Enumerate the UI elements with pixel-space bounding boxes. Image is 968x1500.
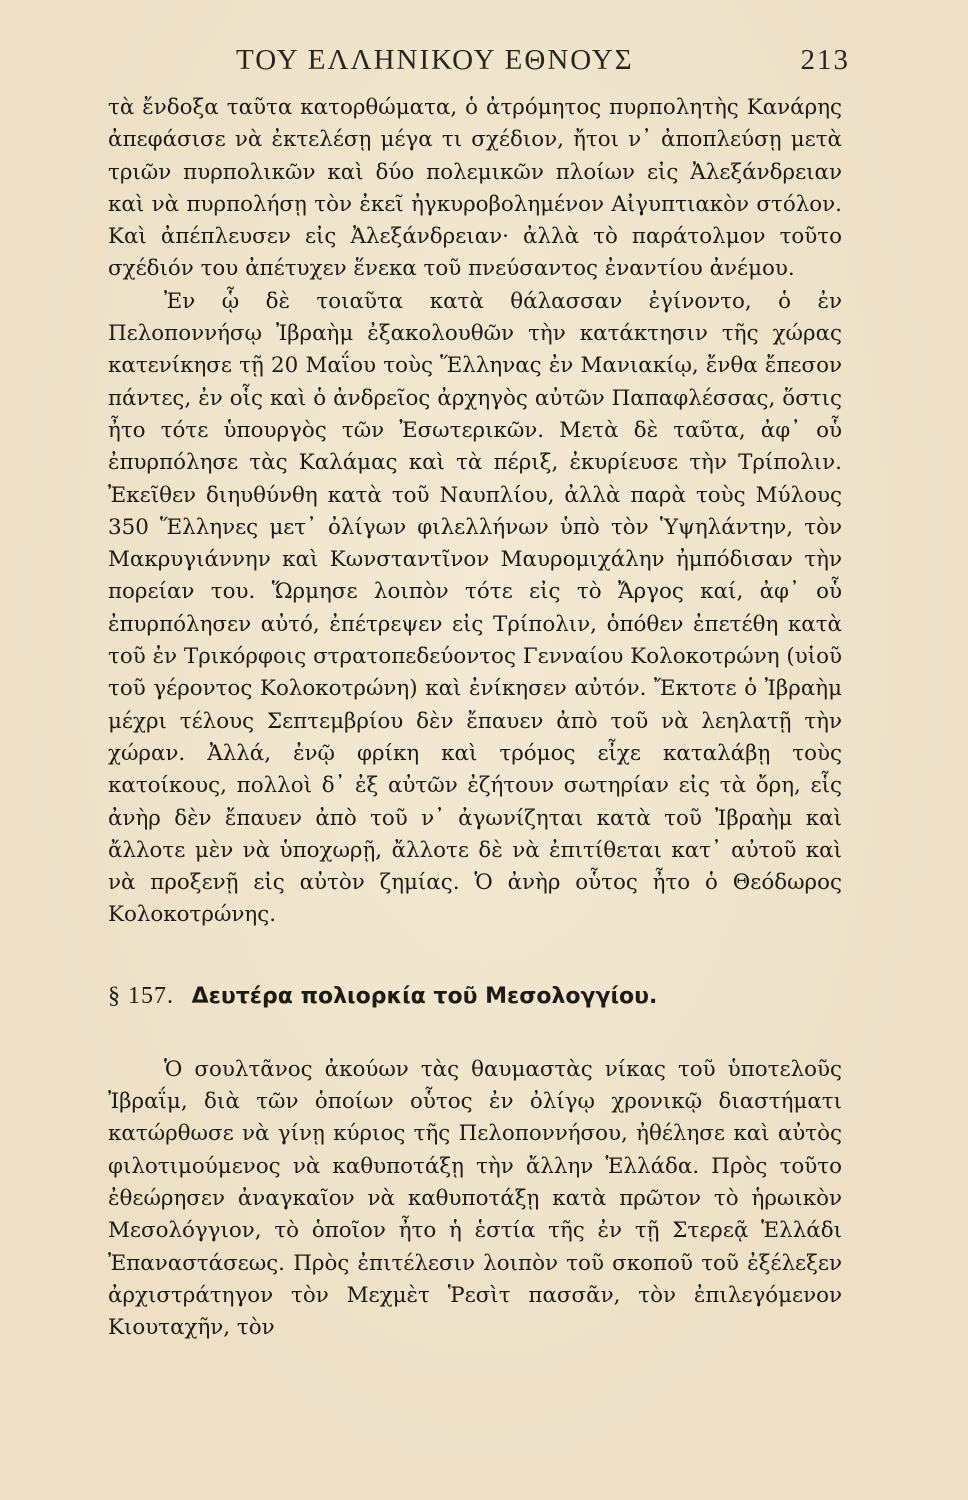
running-title: ΤΟΥ ΕΛΛΗΝΙΚΟΥ ΕΘΝΟΥΣ [236, 44, 634, 76]
section-title: Δευτέρα πολιορκία τοῦ Μεσολογγίου. [191, 983, 658, 1009]
page-number: 213 [800, 44, 850, 76]
paragraph-1: τὰ ἔνδοξα ταῦτα κατορθώματα, ὁ ἀτρόμητος πυρπολητὴς Κανάρης ἀπεφάσισε νὰ ἐκτελέσῃ μέγα τι σχέδιον, ἤτοι ν᾿ ἀποπλεύσῃ μετὰ τριῶν πυρπολικῶν καὶ δύο πολεμικῶν πλοίων εἰς Ἀλεξάνδρειαν καὶ νὰ πυρπολήσῃ τὸν ἐκεῖ ἠγκυροβολημένον Αἰγυπτιακὸν στόλον. Καὶ ἀπέπλευσεν εἰς Ἀλεξάνδρειαν· ἀλλὰ τὸ παράτολμον τοῦτο σχέδιόν του ἀπέτυχεν ἕνεκα τοῦ πνεύσαντος ἐναντίου ἀνέμου. [108, 95, 842, 282]
paragraph-2: Ἐν ᾧ δὲ τοιαῦτα κατὰ θάλασσαν ἐγίνοντο, ὁ ἐν Πελοποννήσῳ Ἰβραὴμ ἐξακολουθῶν τὴν κατάκτησιν τῆς χώρας κατενίκησε τῇ 20 Μαΐου τοὺς Ἕλληνας ἐν Μανιακίῳ, ἔνθα ἔπεσον πάντες, ἐν οἷς καὶ ὁ ἀνδρεῖος ἀρχηγὸς αὐτῶν Παπαφλέσσας, ὅστις ἦτο τότε ὑπουργὸς τῶν Ἐσωτερικῶν. Μετὰ δὲ ταῦτα, ἀφ᾿ οὗ ἐπυρπόλησε τὰς Καλάμας καὶ τὰ πέριξ, ἐκυρίευσε τὴν Τρίπολιν. Ἐκεῖθεν διηυθύνθη κατὰ τοῦ Ναυπλίου, ἀλλὰ παρὰ τοὺς Μύλους 350 Ἕλληνες μετ᾿ ὀλίγων φιλελλήνων ὑπὸ τὸν Ὑψηλάντην, τὸν Μακρυγιάννην καὶ Κωνσταντῖνον Μαυρομιχάλην ἠμπόδισαν τὴν πορείαν του. Ὥρμησε λοιπὸν τότε εἰς τὸ Ἄργος καί, ἀφ᾿ οὗ ἐπυρπόλησεν αὐτό, ἐπέτρεψεν εἰς Τρίπολιν, ὁπόθεν ἐπετέθη κατὰ τοῦ ἐν Τρικόρφοις στρατοπεδεύοντος Γενναίου Κολοκοτρώνη (υἱοῦ τοῦ γέροντος Κολοκοτρώνη) καὶ ἐνίκησεν αὐτόν. Ἔκτοτε ὁ Ἰβραὴμ μέχρι τέλους Σεπτεμβρίου δὲν ἔπαυεν ἀπὸ τοῦ νὰ λεηλατῇ τὴν χώραν. Ἀλλά, ἐνῷ φρίκη καὶ τρόμος εἶχε καταλάβῃ τοὺς κατοίκους, πολλοὶ δ᾿ ἐξ αὐτῶν ἐζήτουν σωτηρίαν εἰς τὰ ὄρη, εἷς ἀνὴρ δὲν ἔπαυεν ἀπὸ τοῦ ν᾿ ἀγωνίζηται κατὰ τοῦ Ἰβραὴμ καὶ ἄλλοτε μὲν νὰ ὑποχωρῇ, ἄλλοτε δὲ νὰ ἐπιτίθεται κατ᾿ αὐτοῦ καὶ νὰ προξενῇ εἰς αὐτὸν ζημίας. Ὁ ἀνὴρ οὗτος ἦτο ὁ Θεόδωρος Κολοκοτρώνης. [108, 288, 842, 928]
section-number: § 157. [108, 982, 174, 1009]
section-paragraph: Ὁ σουλτᾶνος ἀκούων τὰς θαυμαστὰς νίκας τοῦ ὑποτελοῦς Ἰβραΐμ, διὰ τῶν ὁποίων οὗτος ἐν ὀλίγῳ χρονικῷ διαστήματι κατώρθωσε νὰ γίνῃ κύριος τῆς Πελοποννήσου, ἠθέλησε καὶ αὐτὸς φιλοτιμούμενος νὰ καθυποτάξῃ τὴν ἄλλην Ἑλλάδα. Πρὸς τοῦτο ἐθεώρησεν ἀναγκαῖον νὰ καθυποτάξῃ κατὰ πρῶτον τὸ ἡρωικὸν Μεσολόγγιον, τὸ ὁποῖον ἦτο ἡ ἑστία τῆς ἐν τῇ Στερεᾷ Ἑλλάδι Ἐπαναστάσεως. Πρὸς ἐπιτέλεσιν λοιπὸν τοῦ σκοποῦ τοῦ ἐξέλεξεν ἀρχιστράτηγον τὸν Μεχμὲτ Ῥεσὶτ πασσᾶν, τὸν ἐπιλεγόμενον Κιουταχῆν, τὸν [108, 1056, 842, 1341]
running-header [108, 36, 850, 92]
section-heading [108, 978, 842, 1014]
